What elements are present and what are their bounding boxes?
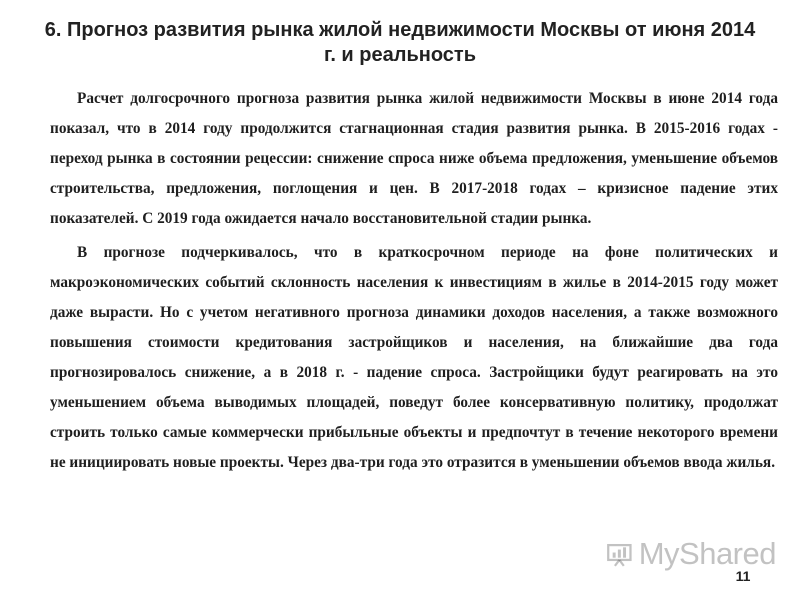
page-number: 11 [735, 568, 751, 584]
paragraph-2: В прогнозе подчеркивалось, что в краткосрочном периоде на фоне политических и макроэкономических событий склонность населения к инвестициям в жилье в 2014-2015 году может даже вырасти. Но с учетом негативного прогноза динамики доходов населения, а также возможного повышения стоимости кредитования застройщиков и населения, на ближайшие два года прогнозировалось снижение, а в 2018 г. - падение спроса. Застройщики будут реагировать на это уменьшением объема выводимых площадей, поведут более консервативную политику, продолжат строить только самые коммерчески прибыльные объекты и предпочтут в течение некоторого времени не инициировать новые проекты. Через два-три года это отразится в уменьшении объемов ввода жилья. [50, 244, 778, 471]
presentation-board-icon [606, 536, 633, 572]
slide-title: 6. Прогноз развития рынка жилой недвижимости Москвы от июня 2014 г. и реальность [44, 19, 756, 66]
watermark-text: MyShared [638, 536, 776, 571]
paragraph-1: Расчет долгосрочного прогноза развития рынка жилой недвижимости Москвы в июне 2014 года показал, что в 2014 году продолжится стагнационная стадия развития рынка. В 2015-2016 годах - переход рынка в состоянии рецессии: снижение спроса ниже объема предложения, уменьшение объемов строительства, предложения, поглощения и цен. В 2017-2018 годах – кризисное падение этих показателей. С 2019 года ожидается начало восстановительной стадии рынка. [50, 90, 778, 227]
slide-body [50, 84, 778, 478]
